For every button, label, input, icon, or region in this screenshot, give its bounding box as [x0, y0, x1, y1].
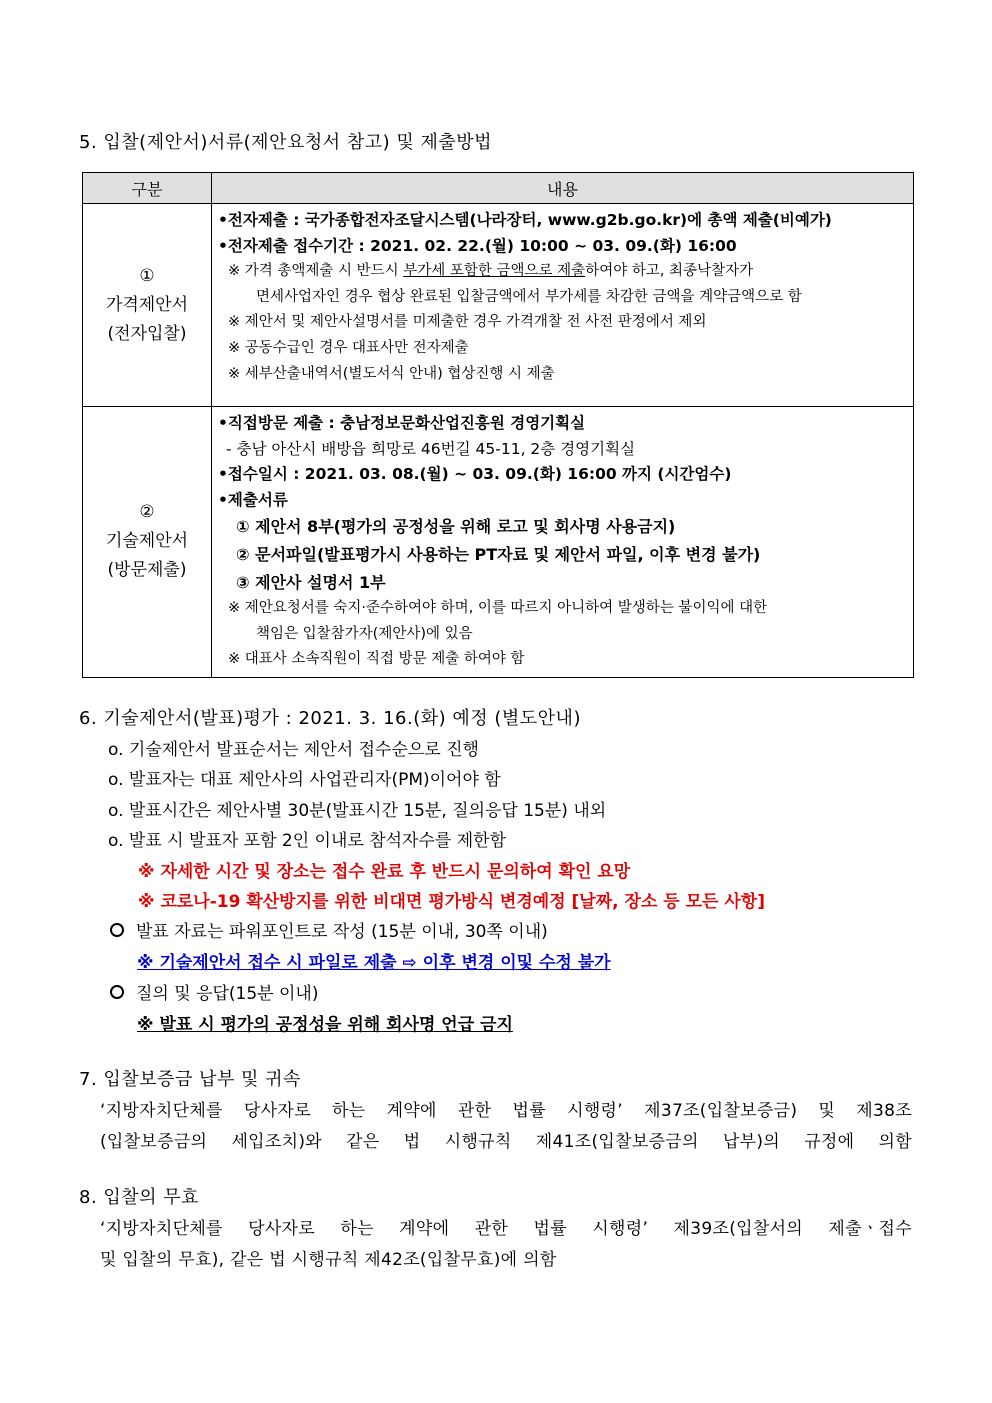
- header-category: 구분: [83, 173, 212, 204]
- note-line: 면세사업자인 경우 협상 완료된 입찰금액에서 부가세를 차감한 금액을 계약금액으로 함: [256, 288, 802, 305]
- note-text: 하여야 하고, 최종낙찰자가: [585, 263, 754, 280]
- red-notice: ※ 자세한 시간 및 장소는 접수 완료 후 반드시 문의하여 확인 요망: [138, 862, 631, 882]
- category-sublabel: (전자입찰): [107, 323, 187, 344]
- document-item: ③ 제안사 설명서 1부: [236, 572, 386, 592]
- paragraph-line: ‘지방자치단체를 당사자로 하는 계약에 관한 법률 시행령’ 제37조(입찰보증금) 및 제38조: [100, 1101, 912, 1121]
- content-line: •제출서류: [218, 490, 288, 509]
- paragraph-line: ‘지방자치단체를 당사자로 하는 계약에 관한 법률 시행령’ 제39조(입찰서의 제출ㆍ접수: [100, 1219, 912, 1239]
- document-item: ② 문서파일(발표평가시 사용하는 PT자료 및 제안서 파일, 이후 변경 불가): [236, 544, 761, 564]
- section-7-title: 7. 입찰보증금 납부 및 귀속: [79, 1069, 301, 1090]
- table-row: [83, 407, 914, 678]
- content-line: •직접방문 제출 : 충남정보문화산업진흥원 경영기획실: [218, 414, 586, 432]
- note-line: ※ 공동수급인 경우 대표사만 전자제출: [228, 339, 469, 356]
- section-6-title: 6. 기술제안서(발표)평가 : 2021. 3. 16.(화) 예정 (별도안내): [79, 708, 581, 729]
- circle-bullet-item: [110, 979, 318, 1004]
- category-label: 기술제안서: [105, 531, 189, 552]
- bullet-text: 발표 자료는 파워포인트로 작성 (15분 이내, 30쪽 이내): [136, 922, 548, 942]
- note-line: [218, 259, 913, 285]
- note-line: ※ 대표사 소속직원이 직접 방문 제출 하여야 함: [228, 651, 525, 668]
- underlined-notice: ※ 발표 시 평가의 공정성을 위해 회사명 언급 금지: [137, 1015, 513, 1035]
- bullet-item: o. 발표시간은 제안사별 30분(발표시간 15분, 질의응답 15분) 내외: [108, 801, 607, 821]
- note-line: 책임은 입찰참가자(제안사)에 있음: [256, 625, 473, 642]
- submission-table: [82, 172, 914, 678]
- row-content: [212, 204, 914, 407]
- paragraph-line: 및 입찰의 무효), 같은 법 시행규칙 제42조(입찰무효)에 의함: [100, 1250, 557, 1270]
- header-content: 내용: [212, 173, 914, 204]
- red-notice: ※ 코로나-19 확산방지를 위한 비대면 평가방식 변경예정 [날짜, 장소 등 모든 사항]: [138, 892, 765, 912]
- table-header-row: [83, 173, 914, 204]
- table-row: [83, 204, 914, 407]
- category-label: 가격제안서: [105, 294, 189, 315]
- row-category: [83, 407, 212, 678]
- note-line: ※ 제안서 및 제안사설명서를 미제출한 경우 가격개찰 전 사전 판정에서 제외: [228, 314, 707, 331]
- content-line: •전자제출 접수기간 : 2021. 02. 22.(월) 10:00 ~ 03. 09.(화) 16:00: [218, 236, 737, 255]
- row-number: ②: [139, 502, 155, 523]
- circle-bullet-icon: [110, 923, 124, 937]
- section-5-title: 5. 입찰(제안서)서류(제안요청서 참고) 및 제출방법: [79, 132, 493, 153]
- section-8-title: 8. 입찰의 무효: [79, 1187, 200, 1208]
- circle-bullet-icon: [110, 985, 124, 999]
- content-line: •전자제출 : 국가종합전자조달시스템(나라장터, www.g2b.go.kr)에 총액 제출(비예가): [218, 211, 832, 229]
- category-sublabel: (방문제출): [107, 560, 187, 581]
- paragraph-line: (입찰보증금의 세입조치)와 같은 법 시행규칙 제41조(입찰보증금의 납부)의 규정에 의함: [100, 1132, 912, 1152]
- note-text: ※ 가격 총액제출 시 반드시: [228, 263, 404, 280]
- document-item: ① 제안서 8부(평가의 공정성을 위해 로고 및 회사명 사용금지): [236, 517, 676, 537]
- bullet-item: o. 발표자는 대표 제안사의 사업관리자(PM)이어야 함: [108, 770, 501, 790]
- note-line: ※ 제안요청서를 숙지·준수하여야 하며, 이를 따르지 아니하여 발생하는 불이익에 대한: [228, 600, 768, 617]
- bullet-item: o. 발표 시 발표자 포함 2인 이내로 참석자수를 제한함: [108, 831, 506, 851]
- content-line: •접수일시 : 2021. 03. 08.(월) ~ 03. 09.(화) 16:00 까지 (시간엄수): [218, 465, 732, 484]
- bullet-item: o. 기술제안서 발표순서는 제안서 접수순으로 진행: [108, 740, 479, 760]
- circle-bullet-item: [110, 917, 548, 942]
- note-underlined: 부가세 포함한 금액으로 제출: [403, 263, 586, 280]
- bullet-text: 질의 및 응답(15분 이내): [136, 984, 319, 1004]
- content-line: - 충남 아산시 배방읍 희망로 46번길 45-11, 2층 경영기획실: [226, 439, 636, 458]
- note-line: ※ 세부산출내역서(별도서식 안내) 협상진행 시 제출: [228, 365, 555, 382]
- row-category: [83, 204, 212, 407]
- row-content: [212, 407, 914, 678]
- row-number: ①: [139, 265, 155, 286]
- blue-notice: ※ 기술제안서 접수 시 파일로 제출 ⇨ 이후 변경 이및 수정 불가: [137, 953, 611, 973]
